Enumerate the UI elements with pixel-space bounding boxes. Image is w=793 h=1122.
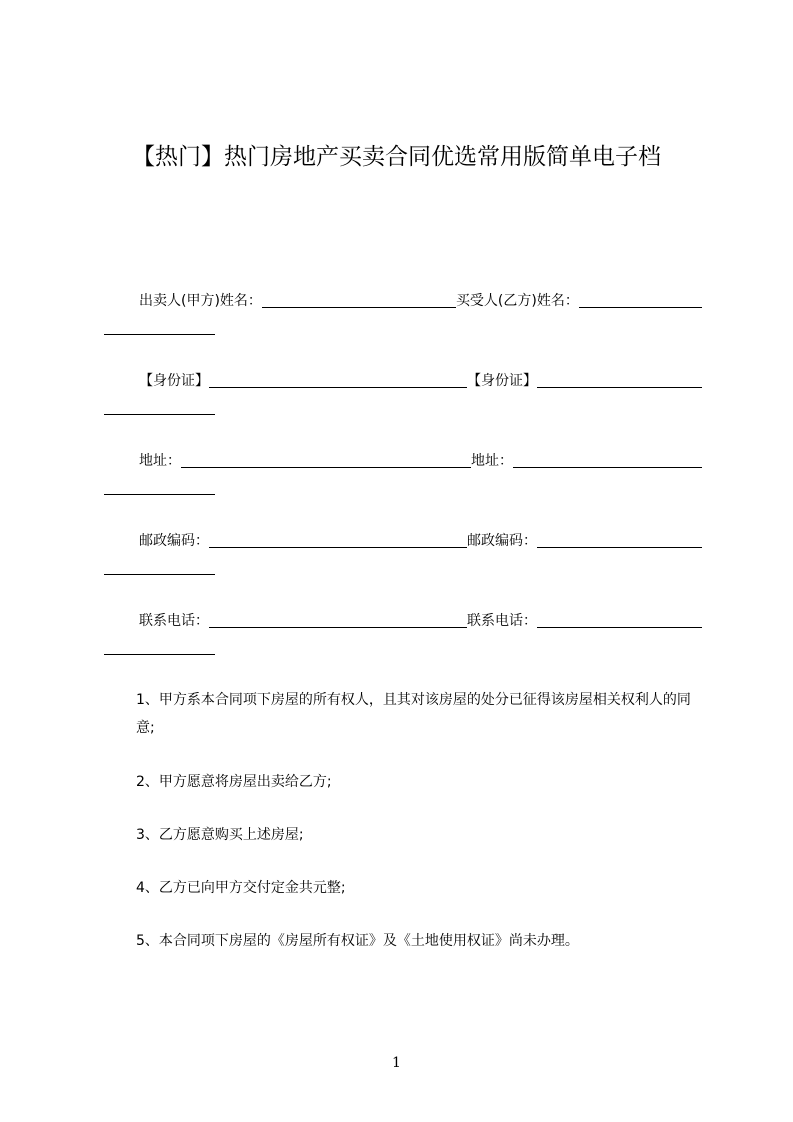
seller-id-blank[interactable] <box>209 386 467 388</box>
buyer-name-blank[interactable] <box>579 306 702 308</box>
party-address-row <box>104 448 702 500</box>
seller-address-label: 地址： <box>139 453 181 469</box>
party-postal-row <box>104 528 702 580</box>
buyer-name-label: 买受人(乙方)姓名： <box>455 293 579 309</box>
clause-5: 5、本合同项下房屋的《房屋所有权证》及《土地使用权证》尚未办理。 <box>136 933 579 949</box>
buyer-address-label: 地址： <box>471 453 513 469</box>
clause-1: 1、甲方系本合同项下房屋的所有权人，且其对该房屋的处分已征得该房屋相关权利人的同意; <box>136 692 691 736</box>
seller-id-label: 【身份证】 <box>139 373 209 389</box>
seller-name-blank[interactable] <box>262 306 456 308</box>
seller-postal-label: 邮政编码： <box>139 533 209 549</box>
party-phone-row <box>104 608 702 660</box>
buyer-phone-blank[interactable] <box>537 626 702 628</box>
seller-phone-blank[interactable] <box>209 626 467 628</box>
buyer-postal-blank[interactable] <box>537 546 702 548</box>
seller-name-label: 出卖人(甲方)姓名： <box>139 293 262 309</box>
clause-3: 3、乙方愿意购买上述房屋; <box>136 827 304 843</box>
seller-address-blank[interactable] <box>181 466 471 468</box>
party-id-row <box>104 368 702 420</box>
buyer-id-blank-continued[interactable] <box>104 413 215 415</box>
buyer-phone-blank-continued[interactable] <box>104 653 215 655</box>
buyer-name-blank-continued[interactable] <box>104 333 215 335</box>
buyer-address-blank-continued[interactable] <box>104 493 215 495</box>
seller-postal-blank[interactable] <box>209 546 467 548</box>
buyer-id-blank[interactable] <box>537 386 702 388</box>
buyer-postal-label: 邮政编码： <box>467 533 537 549</box>
page-number: 1 <box>392 1055 401 1071</box>
page-title: 【热门】热门房地产买卖合同优选常用版简单电子档 <box>132 144 661 170</box>
buyer-phone-label: 联系电话： <box>467 613 537 629</box>
seller-phone-label: 联系电话： <box>139 613 209 629</box>
party-names-row <box>104 288 702 340</box>
buyer-address-blank[interactable] <box>513 466 702 468</box>
clause-4: 4、乙方已向甲方交付定金共元整; <box>136 880 346 896</box>
buyer-postal-blank-continued[interactable] <box>104 573 215 575</box>
clause-2: 2、甲方愿意将房屋出卖给乙方; <box>136 774 332 790</box>
buyer-id-label: 【身份证】 <box>467 373 537 389</box>
